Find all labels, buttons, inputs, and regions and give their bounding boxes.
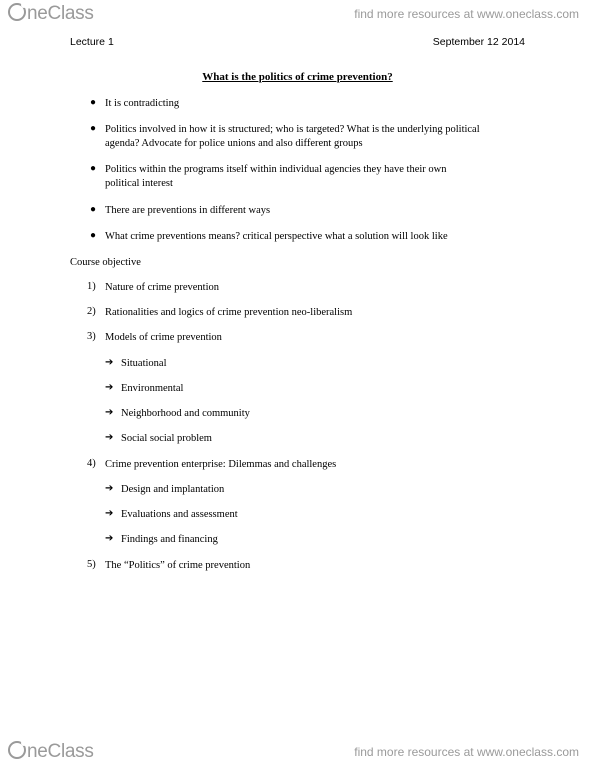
numbered-item: Crime prevention enterprise: Dilemmas and challenges <box>105 459 337 470</box>
list-number: 3) <box>87 331 96 342</box>
find-more-link[interactable]: find more resources at www.oneclass.com <box>354 745 579 759</box>
logo-ring-icon <box>8 3 26 21</box>
bullet-icon: ● <box>90 204 97 215</box>
sub-item: Situational <box>121 358 167 369</box>
bullet-icon: ● <box>90 163 97 174</box>
list-item: There are preventions in different ways <box>105 205 271 216</box>
numbered-item: Nature of crime prevention <box>105 282 219 293</box>
bottom-banner <box>0 738 595 766</box>
lecture-date: September 12 2014 <box>432 36 525 48</box>
numbered-item: The “Politics” of crime prevention <box>105 560 251 571</box>
sub-item: Neighborhood and community <box>121 408 250 419</box>
arrow-right-icon: ➔ <box>105 533 114 544</box>
logo-ring-icon <box>8 741 26 759</box>
bullet-icon: ● <box>90 123 97 134</box>
arrow-right-icon: ➔ <box>105 407 114 418</box>
top-banner <box>0 0 595 28</box>
page-title: What is the politics of crime prevention? <box>202 71 393 83</box>
bullet-icon: ● <box>90 230 97 241</box>
arrow-right-icon: ➔ <box>105 357 114 368</box>
list-number: 2) <box>87 306 96 317</box>
sub-item: Social social problem <box>121 433 212 444</box>
section-heading: Course objective <box>70 257 141 268</box>
find-more-link[interactable]: find more resources at www.oneclass.com <box>354 7 579 21</box>
lecture-label: Lecture 1 <box>70 36 114 48</box>
list-number: 1) <box>87 281 96 292</box>
logo-text: neClass <box>27 3 94 24</box>
list-item-continued: agenda? Advocate for police unions and also different groups <box>105 138 363 149</box>
arrow-right-icon: ➔ <box>105 382 114 393</box>
list-item: It is contradicting <box>105 98 180 109</box>
numbered-item: Models of crime prevention <box>105 332 222 343</box>
list-item: Politics within the programs itself within individual agencies they have their own <box>105 164 447 175</box>
sub-item: Environmental <box>121 383 184 394</box>
arrow-right-icon: ➔ <box>105 483 114 494</box>
oneclass-logo[interactable] <box>8 3 94 25</box>
numbered-item: Rationalities and logics of crime prevention neo-liberalism <box>105 307 353 318</box>
bullet-icon: ● <box>90 97 97 108</box>
logo-text: neClass <box>27 741 94 762</box>
arrow-right-icon: ➔ <box>105 432 114 443</box>
sub-item: Design and implantation <box>121 484 225 495</box>
list-item-continued: political interest <box>105 178 173 189</box>
list-number: 5) <box>87 559 96 570</box>
list-number: 4) <box>87 458 96 469</box>
sub-item: Findings and financing <box>121 534 218 545</box>
oneclass-logo[interactable] <box>8 741 94 763</box>
sub-item: Evaluations and assessment <box>121 509 238 520</box>
list-item: What crime preventions means? critical perspective what a solution will look like <box>105 231 448 242</box>
list-item: Politics involved in how it is structured; who is targeted? What is the underlying political <box>105 124 480 135</box>
arrow-right-icon: ➔ <box>105 508 114 519</box>
